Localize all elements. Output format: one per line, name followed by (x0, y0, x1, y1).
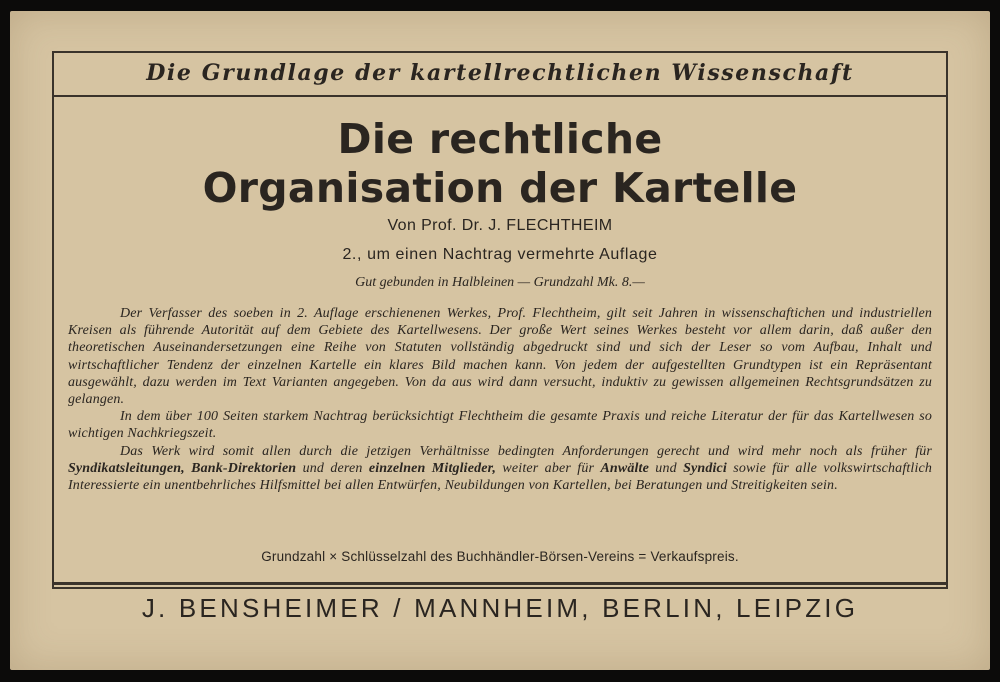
edition-line: 2., um einen Nachtrag vermehrte Auflage (342, 246, 658, 263)
content-frame (52, 51, 948, 589)
price-formula: Grundzahl × Schlüsselzahl des Buchhändler-Börsen-Vereins = Verkaufspreis. (261, 549, 739, 564)
paragraph-3-text-1: Das Werk wird somit allen durch die jetzigen Verhältnisse bedingten Anforderungen gerecht und wird mehr noch als früher für (120, 443, 932, 459)
footer-rule-thin (52, 587, 948, 588)
paragraph-3-text-4: und (648, 460, 684, 476)
paragraph-2: In dem über 100 Seiten starkem Nachtrag berücksichtigt Flechtheim die gesamte Praxis und reiche Literatur der für das Kartellwesen so wichtigen Nachkriegszeit. (68, 409, 932, 442)
paragraph-3-bold-4: Syndici (683, 460, 727, 476)
paragraph-3 (68, 443, 932, 495)
title-line-2: Organisation der Kartelle (202, 164, 798, 212)
paragraph-3-bold-2: einzelnen Mitglieder, (368, 460, 497, 476)
book-title (54, 115, 946, 213)
title-line-1: Die rechtliche (337, 115, 663, 163)
paragraph-3-text-3: weiter aber für (496, 460, 601, 476)
publisher-line: J. BENSHEIMER / MANNHEIM, BERLIN, LEIPZIG (141, 593, 859, 623)
binding-price-line: Gut gebunden in Halbleinen — Grundzahl Mk. 8.— (355, 275, 645, 290)
paragraph-3-bold-3: Anwälte (600, 460, 649, 476)
paragraph-3-text-5: sowie für alle volkswirtschaftlich Interessierte ein unentbehrliches Hilfsmittel bei allen Entwürfen, Neubildungen von Kartellen, bei Beratungen und Streitigkeiten sein. (68, 460, 932, 494)
footer-rule-thick (52, 582, 948, 585)
paragraph-1: Der Verfasser des soeben in 2. Auflage erschienenen Werkes, Prof. Flechtheim, gilt seit Jahren in wissenschaftichen und industriellen Kreisen als führende Autorität auf dem Gebiete des Kartellwesens. Der große Wert seines Werkes besteht vor allem darin, daß außer den theoretischen Auseinandersetzungen eine Reihe von Statuten vollständig abgedruckt sind und sich der Leser so vom Aufbau, Inhalt und wirtschaftlicher Tendenz der einzelnen Kartelle ein klares Bild machen kann. Von jedem der aufgestellten Grundtypen ist ein Repräsentant ausgewählt, dazu werden im Text Varianten angegeben. Von da aus wird dann versucht, induktiv zu gewissen allgemeinen Rechtsgrundsätzen zu gelangen. (68, 306, 932, 408)
paragraph-3-bold-1: Syndikatsleitungen, Bank-Direktorien (68, 460, 297, 476)
paragraph-3-text-2: und deren (296, 460, 369, 476)
series-heading: Die Grundlage der kartellrechtlichen Wissenschaft (146, 60, 854, 86)
advertisement-card (10, 11, 990, 670)
author-line: Von Prof. Dr. J. FLECHTHEIM (387, 217, 613, 234)
description-text (68, 305, 932, 494)
header-divider (54, 95, 946, 97)
